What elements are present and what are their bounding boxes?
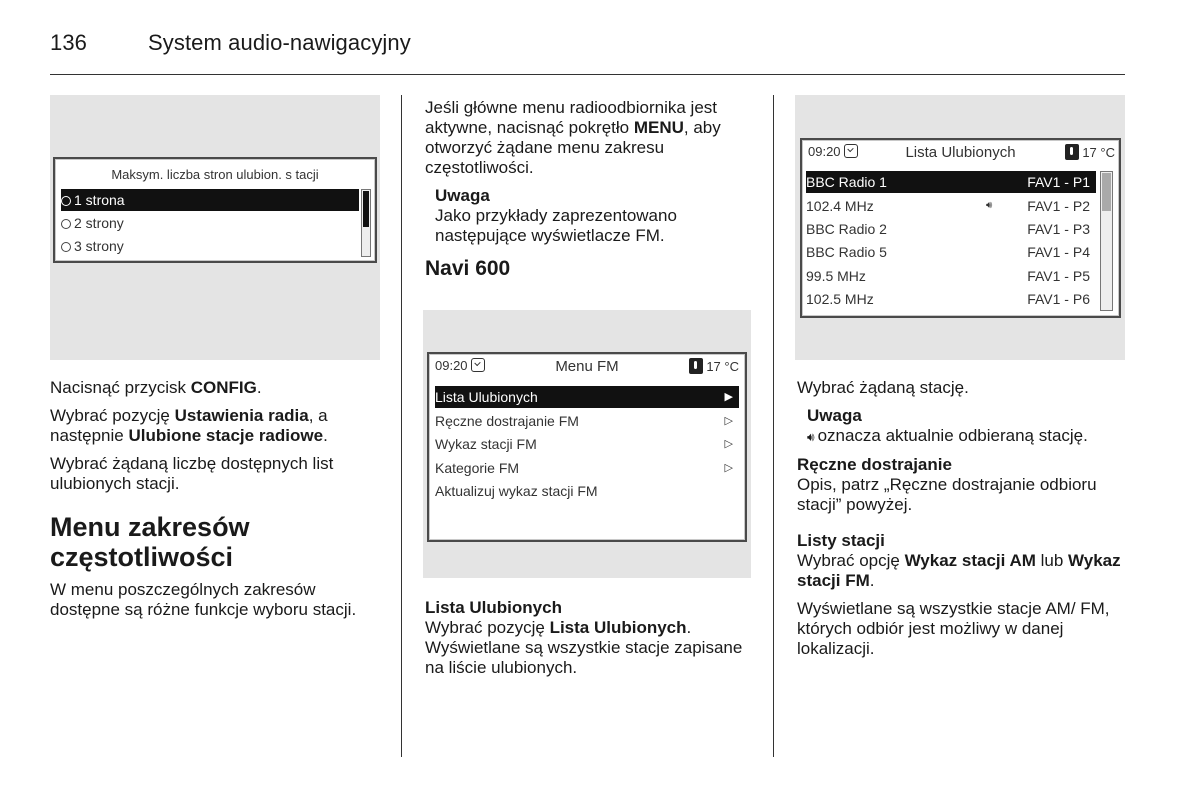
arrow-right-icon: ▷: [724, 415, 733, 427]
paragraph: Wybrać opcję Wykaz stacji AM lub Wykaz stacji FM.: [797, 551, 1121, 590]
display-screen: [800, 138, 1121, 318]
arrow-right-icon: ▷: [724, 462, 733, 474]
column-3: [797, 378, 1132, 667]
option-row: 2 strony: [61, 212, 359, 234]
station-row: 99.5 MHz FAV1 - P5: [806, 268, 1090, 284]
subheading: Ręczne dostrajanie: [797, 455, 952, 474]
speaker-icon: 🔊︎: [986, 200, 993, 211]
menu-item: Aktualizuj wykaz stacji FM: [435, 483, 598, 499]
station-row: BBC Radio 5 FAV1 - P4: [806, 244, 1090, 260]
paragraph: W menu poszczególnych zakresów dostępne są różne funkcje wyboru stacji.: [50, 580, 357, 619]
scrollbar-thumb: [363, 191, 369, 227]
note-body: 🔊︎ oznacza aktualnie odbieraną stację.: [807, 426, 1088, 445]
scrollbar-thumb: [1102, 173, 1111, 211]
note-heading: Uwaga: [807, 406, 862, 425]
radio-icon: [61, 242, 71, 252]
paragraph: Wybrać pozycję Ustawienia radia, a następnie Ulubione stacje radiowe.: [50, 406, 328, 445]
column-2-bottom: [425, 598, 755, 686]
option-row: 1 strona: [61, 189, 359, 211]
column-1: [50, 378, 385, 628]
thermometer-icon: [689, 358, 703, 374]
screen-title: Menu FM: [555, 358, 619, 375]
menu-item: Lista Ulubionych ▶: [435, 386, 739, 408]
status-temp: 17 °C: [1065, 144, 1115, 160]
status-time: 09:20: [808, 144, 858, 159]
display-screen: [53, 157, 377, 263]
screen-title: Lista Ulubionych: [905, 144, 1016, 161]
page-header: [50, 30, 411, 56]
screen-title: Maksym. liczba stron ulubion. s tacji: [111, 167, 319, 182]
station-row: 102.5 MHz FAV1 - P6: [806, 291, 1090, 307]
scrollbar: [361, 189, 371, 257]
section-heading: Navi 600: [425, 257, 511, 280]
section-heading: Menu zakresów częstotliwości: [50, 512, 250, 572]
paragraph: Wybrać pozycję Lista Ulubionych. Wyświetlane są wszystkie stacje zapisane na liście ulubionych.: [425, 618, 743, 677]
subheading: Listy stacji: [797, 531, 885, 550]
menu-item: Kategorie FM ▷: [435, 457, 739, 479]
radio-icon: [61, 196, 71, 206]
column-divider-2: [773, 95, 774, 757]
paragraph: Nacisnąć przycisk CONFIG.: [50, 378, 262, 397]
arrow-right-icon: ▶: [724, 391, 733, 403]
station-row: BBC Radio 2 FAV1 - P3: [806, 221, 1090, 237]
header-rule: [50, 74, 1125, 75]
status-temp: 17 °C: [689, 358, 739, 374]
scrollbar: [1100, 171, 1113, 311]
note-heading: Uwaga: [435, 186, 490, 205]
subheading: Lista Ulubionych: [425, 598, 562, 617]
display-screen: [427, 352, 747, 542]
thermometer-icon: [1065, 144, 1079, 160]
status-time: 09:20: [435, 358, 485, 373]
menu-item: Wykaz stacji FM ▷: [435, 433, 739, 455]
menu-item: Ręczne dostrajanie FM ▷: [435, 410, 739, 432]
page-title: System audio-nawigacyjny: [148, 30, 411, 55]
screenshot-fav-pages: [50, 95, 380, 360]
station-row: BBC Radio 1 FAV1 - P1: [806, 171, 1096, 193]
station-row: 102.4 MHz 🔊︎ FAV1 - P2: [806, 195, 1096, 217]
column-2: [425, 98, 755, 304]
arrow-right-icon: ▷: [724, 438, 733, 450]
speaker-icon: 🔊︎: [807, 430, 815, 444]
screenshot-menu-fm: [423, 310, 751, 578]
paragraph: Wyświetlane są wszystkie stacje AM/ FM, których odbiór jest możliwy w danej lokalizacji.: [797, 599, 1110, 658]
column-divider-1: [401, 95, 402, 757]
paragraph: Wybrać żądaną stację.: [797, 378, 969, 397]
radio-icon: [61, 219, 71, 229]
paragraph: Wybrać żądaną liczbę dostępnych list ulubionych stacji.: [50, 454, 334, 493]
page-number: 136: [50, 30, 88, 55]
note-body: Jako przykłady zaprezentowano następujące wyświetlacze FM.: [435, 206, 677, 245]
option-row: 3 strony: [61, 235, 359, 257]
screenshot-fav-list: [795, 95, 1125, 360]
paragraph: Opis, patrz „Ręczne dostrajanie odbioru stacji” powyżej.: [797, 475, 1097, 514]
paragraph: Jeśli główne menu radioodbiornika jest aktywne, nacisnąć pokrętło MENU, aby otworzyć żądane menu zakresu częstotliwości.: [425, 98, 721, 177]
